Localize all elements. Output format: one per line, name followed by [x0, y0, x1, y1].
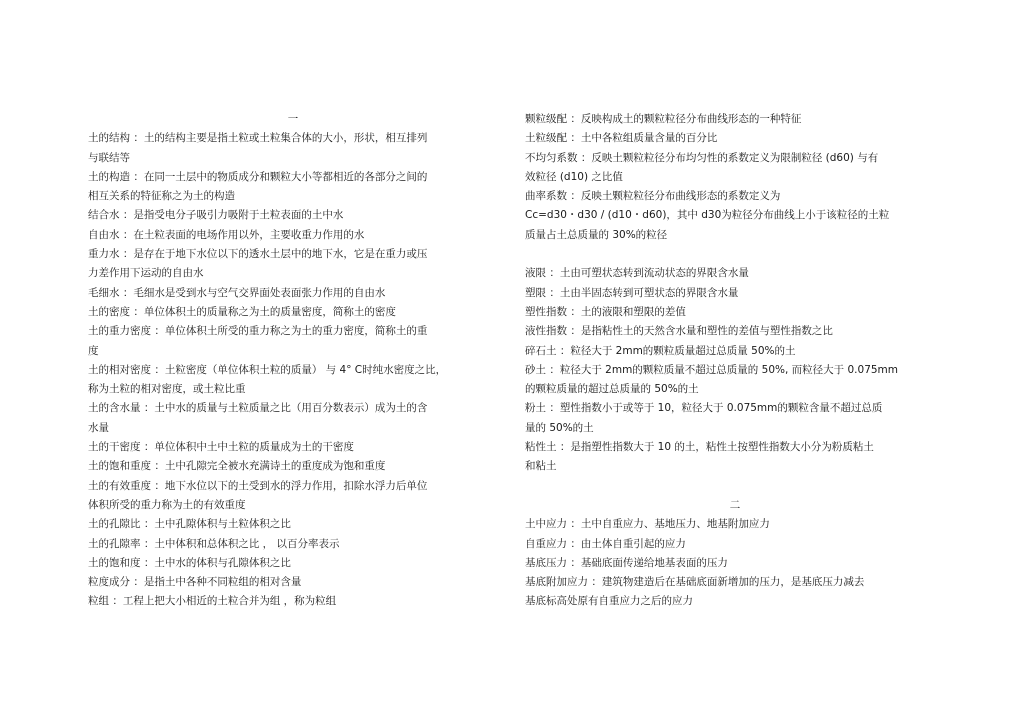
text-line: 基底压力 ：基础底面传递给地基表面的压力: [525, 556, 728, 569]
right-lines-mid: [525, 264, 945, 476]
text-line: 土的有效重度 ：地下水位以下的土受到水的浮力作用，扣除水浮力后单位: [88, 479, 428, 492]
text-line: 塑性指数 ：土的液限和塑限的差值: [525, 305, 686, 318]
text-line: 土的饱和度 ：土中水的体积与孔隙体积之比: [88, 556, 291, 569]
text-line: 体积所受的重力称为土的有效重度: [88, 498, 246, 511]
text-line: 土的密度 ：单位体积土的质量称之为土的质量密度，简称土的密度: [88, 305, 396, 318]
text-line: 液性指数 ：是指粘性土的天然含水量和塑性的差值与塑性指数之比: [525, 325, 833, 338]
text-line: 土粒级配 ：土中各粒组质量含量的百分比: [525, 132, 718, 145]
text-line: 与联结等: [88, 151, 130, 164]
text-line: 基底附加应力 ：建筑物建造后在基础底面新增加的压力，是基底压力减去: [525, 576, 865, 589]
section-heading-1: 一: [287, 113, 299, 125]
text-line: 塑限 ：土由半固态转到可塑状态的界限含水量: [525, 286, 739, 299]
text-line: 土的含水量 ：土中水的质量与土粒质量之比（用百分数表示）成为土的含: [88, 402, 428, 415]
text-line: 土的重力密度 ：单位体积土所受的重力称之为土的重力密度，简称土的重: [88, 325, 428, 338]
text-line: 自由水 ：在土粒表面的电场作用以外，主要收重力作用的水: [88, 228, 365, 241]
text-line: 力差作用下运动的自由水: [88, 267, 204, 280]
text-line: 相互关系的特征称之为土的构造: [88, 190, 235, 203]
left-lines: [88, 129, 498, 611]
text-line: 称为土粒的相对密度，或土粒比重: [88, 383, 246, 396]
text-line: 碎石土 ：粒径大于 2mm的颗粒质量超过总质量 50%的土: [525, 344, 796, 357]
text-line: 自重应力 ：由土体自重引起的应力: [525, 537, 686, 550]
text-line: 土中应力 ：土中自重应力、基地压力、地基附加应力: [525, 518, 770, 531]
text-line: 土的孔隙率 ：土中体积和总体积之比 ， 以百分率表示: [88, 537, 340, 550]
text-line: 基底标高处原有自重应力之后的应力: [525, 595, 693, 608]
text-line: 土的构造 ：在同一土层中的物质成分和颗粒大小等都相近的各部分之间的: [88, 170, 428, 183]
text-line: 水量: [88, 421, 109, 434]
blank-line: [525, 477, 945, 496]
text-line: 量的 50%的土: [525, 421, 594, 434]
text-line: 不均匀系数 ：反映土颗粒粒径分布均匀性的系数定义为限制粒径 (d60) 与有: [525, 151, 879, 164]
text-line: 曲率系数 ：反映土颗粒粒径分布曲线形态的系数定义为: [525, 190, 781, 203]
right-column: [525, 110, 945, 612]
text-line: 土的饱和重度 ：土中孔隙完全被水充满诗土的重度成为饱和重度: [88, 460, 386, 473]
text-line: 度: [88, 344, 99, 357]
text-line: 土的相对密度 ：土粒密度（单位体积土粒的质量） 与 4° C时纯水密度之比，: [88, 363, 447, 376]
text-line: 粒度成分 ：是指土中各种不同粒组的相对含量: [88, 576, 302, 589]
text-line: 粉土 ：塑性指数小于或等于 10，粒径大于 0.075mm的颗粒含量不超过总质: [525, 402, 883, 415]
text-line: 粘性土 ：是指塑性指数大于 10 的土，粘性土按塑性指数大小分为粉质粘土: [525, 441, 874, 454]
text-line: 土的干密度 ：单位体积中土中土粒的质量成为土的干密度: [88, 441, 354, 454]
text-line: 液限 ：土由可塑状态转到流动状态的界限含水量: [525, 267, 749, 280]
section-heading-2: 二: [729, 498, 741, 511]
text-line: 效粒径 (d10) 之比值: [525, 170, 623, 183]
right-lines-bottom: [525, 515, 945, 611]
text-line: 颗粒级配 ：反映构成土的颗粒粒径分布曲线形态的一种特征: [525, 113, 802, 125]
blank-line: [525, 245, 945, 264]
text-line: 质量占土总质量的 30%的粒径: [525, 228, 668, 241]
text-line: 和粘土: [525, 460, 557, 473]
text-line: 结合水 ：是指受电分子吸引力吸附于土粒表面的土中水: [88, 209, 344, 222]
text-line: 土的结构 ：土的结构主要是指土粒或土粒集合体的大小，形状，相互排列: [88, 132, 428, 145]
text-line: 的颗粒质量的超过总质量的 50%的土: [525, 383, 699, 396]
text-line: Cc=d30・d30 / (d10・d60)，其中 d30为粒径分布曲线上小于该粒径的土粒: [525, 209, 890, 222]
left-column: [88, 110, 498, 612]
text-line: 重力水 ：是存在于地下水位以下的透水土层中的地下水，它是在重力或压: [88, 248, 428, 261]
text-line: 土的孔隙比 ：土中孔隙体积与土粒体积之比: [88, 518, 291, 531]
text-line: 砂土 ：粒径大于 2mm的颗粒质量不超过总质量的 50%, 而粒径大于 0.075mm: [525, 363, 899, 376]
text-line: 粒组 ：工程上把大小相近的土粒合并为组 ，称为粒组: [88, 595, 337, 608]
text-line: 毛细水 ：毛细水是受到水与空气交界面处表面张力作用的自由水: [88, 286, 386, 299]
right-lines-top: [525, 110, 945, 245]
